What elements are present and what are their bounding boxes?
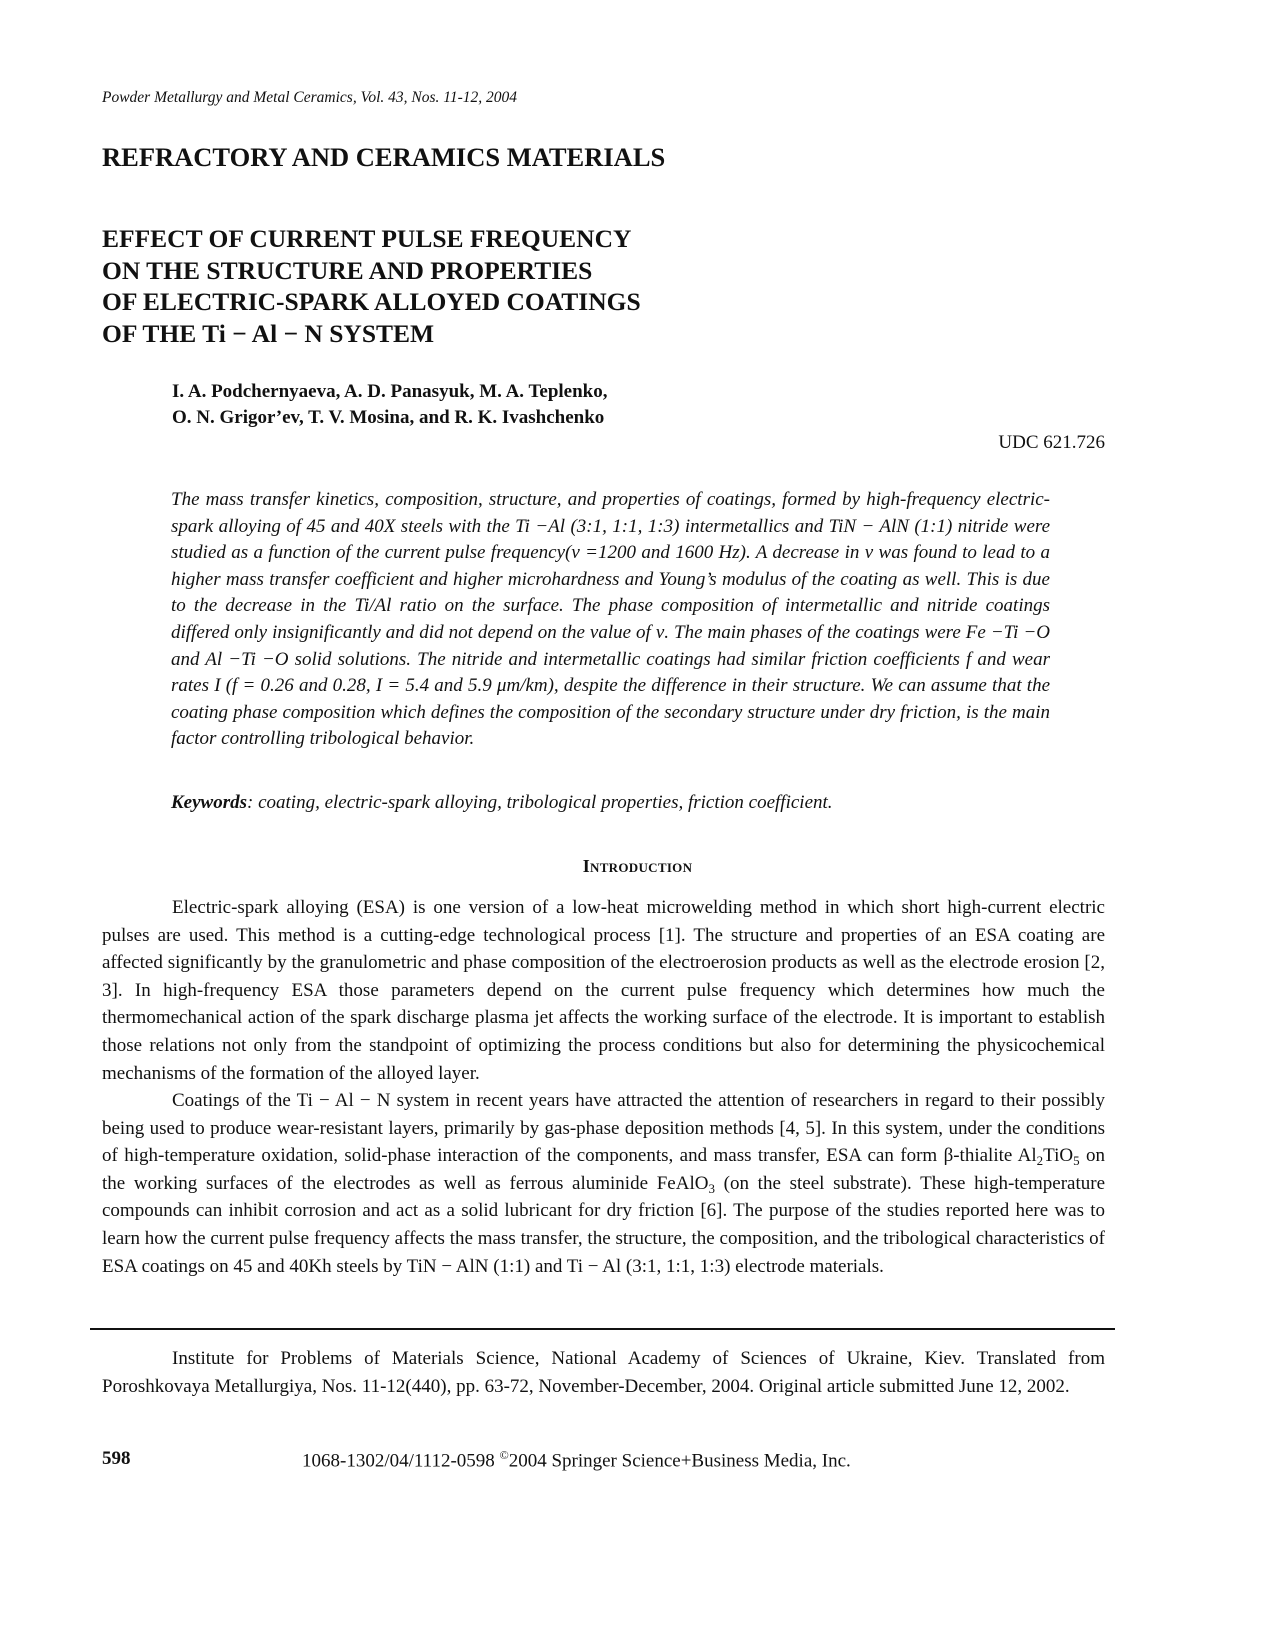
text-run: Coatings of the Ti − Al − N system in recent years have attracted the attention of researchers in regard to their possibly being used to produce wear-resistant layers, primarily by gas-phase deposition methods [4, 5]. In this system, under the conditions of high-temperature oxidation, solid-phase interaction of the components, and mass transfer, ESA can form β-thialite Al [102,1090,1105,1167]
authors-line: O. N. Grigor’ev, T. V. Mosina, and R. K. Ivashchenko [172,407,605,428]
authors-line: I. A. Podchernyaeva, A. D. Panasyuk, M. A. Teplenko, [172,381,608,402]
text-run: on the working surfaces of the electrodes as well as ferrous aluminide FeAlO [102,1145,1106,1194]
authors [172,379,608,431]
text-run: (on the steel substrate). These high-temperature compounds can inhibit corrosion and act as a solid lubricant for dry friction [6]. The purpose of the studies reported here was to learn how the current pulse frequency affects the mass transfer, the structure, the composition, and the tribological characteristics of ESA coatings on 45 and 40Kh steels by TiN − AlN (1:1) and Ti − Al (3:1, 1:1, 1:3) electrode materials. [102,1172,1105,1277]
keywords-text: : coating, electric-spark alloying, tribological properties, friction coefficient. [247,792,833,813]
udc-code: UDC 621.726 [998,432,1105,453]
citation-line [302,1448,851,1472]
abstract: The mass transfer kinetics, composition, structure, and properties of coatings, formed by high-frequency electric-spark alloying of 45 and 40X steels with the Ti −Al (3:1, 1:1, 1:3) intermetallics and TiN − AlN (1:1) nitride were studied as a function of the current pulse frequency(ν =1200 and 1600 Hz). A decrease in ν was found to lead to a higher mass transfer coefficient and higher microhardness and Young’s modulus of the coating as well. This is due to the decrease in the Ti/Al ratio on the surface. The phase composition of intermetallic and nitride coatings differed only insignificantly and did not depend on the value of ν. The main phases of the coatings were Fe −Ti −O and Al −Ti −O solid solutions. The nitride and intermetallic coatings had similar friction coefficients f and wear rates I (f = 0.26 and 0.28, I = 5.4 and 5.9 μm/km), despite the difference in their structure. We can assume that the coating phase composition which defines the composition of the secondary structure under dry friction, is the main factor controlling tribological behavior. [171,489,1050,750]
title-line: ON THE STRUCTURE AND PROPERTIES [102,255,593,285]
section-heading: REFRACTORY AND CERAMICS MATERIALS [102,142,666,172]
subscript: 5 [1073,1153,1080,1169]
title-line: OF THE Ti − Al − N SYSTEM [102,318,435,348]
body-paragraph: Electric-spark alloying (ESA) is one version of a low-heat microwelding method in which short high-current electric pulses are used. This method is a cutting-edge technological process [1]. The structure and properties of an ESA coating are affected significantly by the granulometric and phase composition of the electroerosion products as well as the electrode erosion [2, 3]. In high-frequency ESA those parameters depend on the current pulse frequency which determines how much the thermomechanical action of the spark discharge plasma jet affects the working surface of the electrode. It is important to establish those relations not only from the standpoint of optimizing the process conditions but also for determining the physicochemical mechanisms of the formation of the alloyed layer. [102,897,1105,1084]
subscript: 3 [708,1180,715,1196]
title-line: EFFECT OF CURRENT PULSE FREQUENCY [102,224,632,253]
footnote-divider [90,1328,1115,1330]
body-paragraph [102,1087,1105,1280]
affiliation-footnote: Institute for Problems of Materials Science, National Academy of Sciences of Ukraine, Kiev. Translated from Poroshkovaya Metallurgiya, Nos. 11-12(440), pp. 63-72, November-December, 2004. Original article submitted June 12, 2002. [102,1348,1105,1397]
copyright-symbol: © [499,1448,509,1462]
text-run: TiO [1043,1145,1074,1167]
keywords-label: Keywords [171,792,247,813]
introduction-heading: Introduction [582,856,693,876]
page-number: 598 [102,1448,131,1469]
keywords [171,792,833,814]
title-line: OF ELECTRIC-SPARK ALLOYED COATINGS [102,287,641,316]
issn-code: 1068-1302/04/1112-0598 [302,1450,500,1472]
publisher: 2004 Springer Science+Business Media, Inc. [508,1450,851,1472]
article-title [102,223,641,349]
subscript: 2 [1036,1153,1044,1169]
journal-header: Powder Metallurgy and Metal Ceramics, Vol. 43, Nos. 11-12, 2004 [102,89,518,106]
